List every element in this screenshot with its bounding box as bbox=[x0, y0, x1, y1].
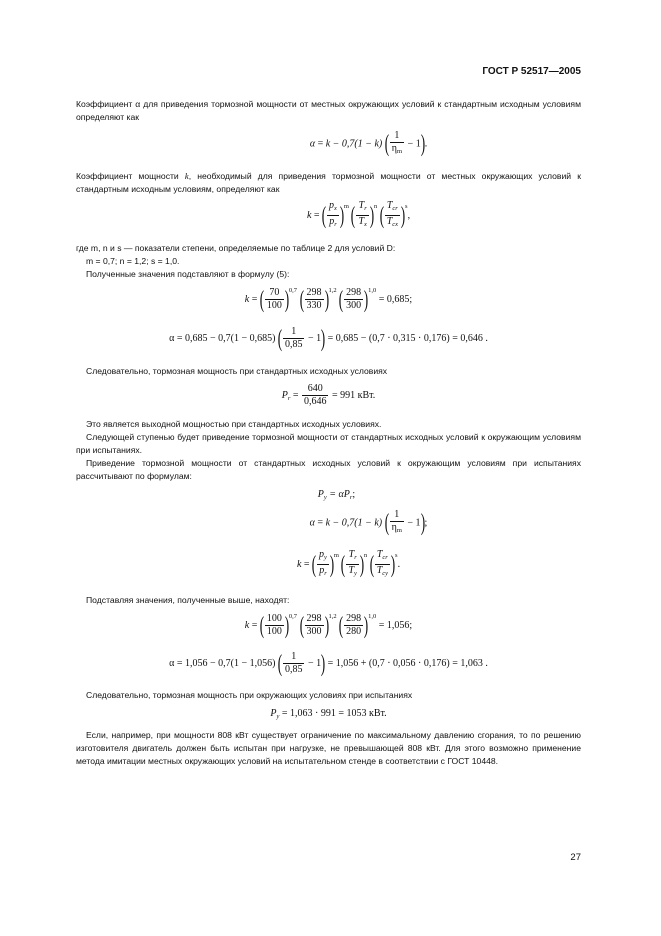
paragraph-conversion: Приведение тормозной мощности от стандартных исходных условий к окружающим условиям при испытаниях рассчитывают по формулам: bbox=[76, 458, 581, 481]
paragraph-exponent-values: m = 0,7; n = 1,2; s = 1,0. bbox=[86, 256, 180, 266]
formula-alpha-general-2: α = k − 0,7(1 − k) ( $\frac{1}{\eta_m}$ − 1); bbox=[309, 509, 428, 536]
paragraph-output-power: Это является выходной мощностью при стандартных исходных условиях. bbox=[86, 419, 382, 429]
page-number: 27 bbox=[570, 852, 581, 863]
paragraph-substitute: Полученные значения подставляют в формулу (5): bbox=[86, 269, 290, 279]
formula-k-test: k = ( $\frac{100}{100}$ )$^{0,7}$ ( $\frac{298}{300}$ )$^{1,2}$ ( $\frac{298}{280}$ )$^{1,0}$ = 1,056; bbox=[244, 612, 413, 639]
formula-k-standard: k = ( $\frac{70}{100}$ )$^{0,7}$ ( $\frac{298}{330}$ )$^{1,2}$ ( $\frac{298}{300}$ )$^{1,0}$ = 0,685; bbox=[244, 286, 413, 313]
paragraph-standard-power: Следовательно, тормозная мощность при стандартных исходных условиях bbox=[86, 366, 388, 376]
formula-alpha-test: α = 1,056 − 0,7(1 − 1,056) ( $\frac{1}{0,85}$ − 1) = 1,056 + (0,7 · 0,056 · 0,176) = 1,063 . bbox=[169, 650, 488, 677]
formula-pr: $P_r$ = $\frac{640}{0,646}$ = 991 кВт. bbox=[281, 383, 376, 407]
formula-py: $P_y = \alpha P_r$; bbox=[317, 489, 356, 501]
formula-k-general: k = ( $\frac{p_x}{p_r}$ )$^m$ ( $\frac{T_r}{T_x}$ )$^n$ ( $\frac{T_{cr}}{T_{cx}}$ )$^s$, bbox=[306, 200, 411, 229]
formula-py-value: $P_y = 1,063 \cdot 991 = 1053$ кВт. bbox=[270, 708, 387, 720]
paragraph-substituting: Подставляя значения, полученные выше, находят: bbox=[86, 595, 290, 605]
paragraph-alpha-intro: Коэффициент α для приведения тормозной мощности от местных окружающих условий к стандартным исходным условиям определяют как bbox=[76, 99, 581, 122]
formula-k-general-2: k = ( $\frac{p_y}{p_r}$ )$^m$ ( $\frac{T_r}{T_y}$ )$^n$ ( $\frac{T_{cr}}{T_{cy}}$ )$^s$. bbox=[296, 549, 401, 578]
formula-alpha-standard: α = 0,685 − 0,7(1 − 0,685) ( $\frac{1}{0,85}$ − 1) = 0,685 − (0,7 · 0,315 · 0,176) = 0,646 . bbox=[169, 325, 488, 352]
paragraph-k-intro: Коэффициент мощности k, необходимый для приведения тормозной мощности от местных окружающих условий к стандартным исходным условиям, определяют как bbox=[76, 171, 581, 194]
paragraph-next-step: Следующей ступенью будет приведение тормозной мощности от стандартных исходных условий к окружающим условиям при испытаниях. bbox=[76, 432, 581, 455]
paragraph-limitation: Если, например, при мощности 808 кВт существует ограничение по максимальному давлению сгорания, то по решению изготовителя двигатель должен быть испытан при нагрузке, не превышающей 808 кВт. Для этого возможно применение метода имитации местных окружающих условий на испытательном стенде в соответствии с ГОСТ 10448. bbox=[76, 730, 581, 766]
paragraph-test-power: Следовательно, тормозная мощность при окружающих условиях при испытаниях bbox=[86, 690, 413, 700]
document-code: ГОСТ Р 52517—2005 bbox=[482, 66, 581, 77]
formula-alpha-general: α = k − 0,7(1 − k) ( $\frac{1}{\eta_m}$ − 1). bbox=[309, 130, 428, 157]
paragraph-exponents: где m, n и s — показатели степени, определяемые по таблице 2 для условий D: bbox=[76, 243, 396, 253]
